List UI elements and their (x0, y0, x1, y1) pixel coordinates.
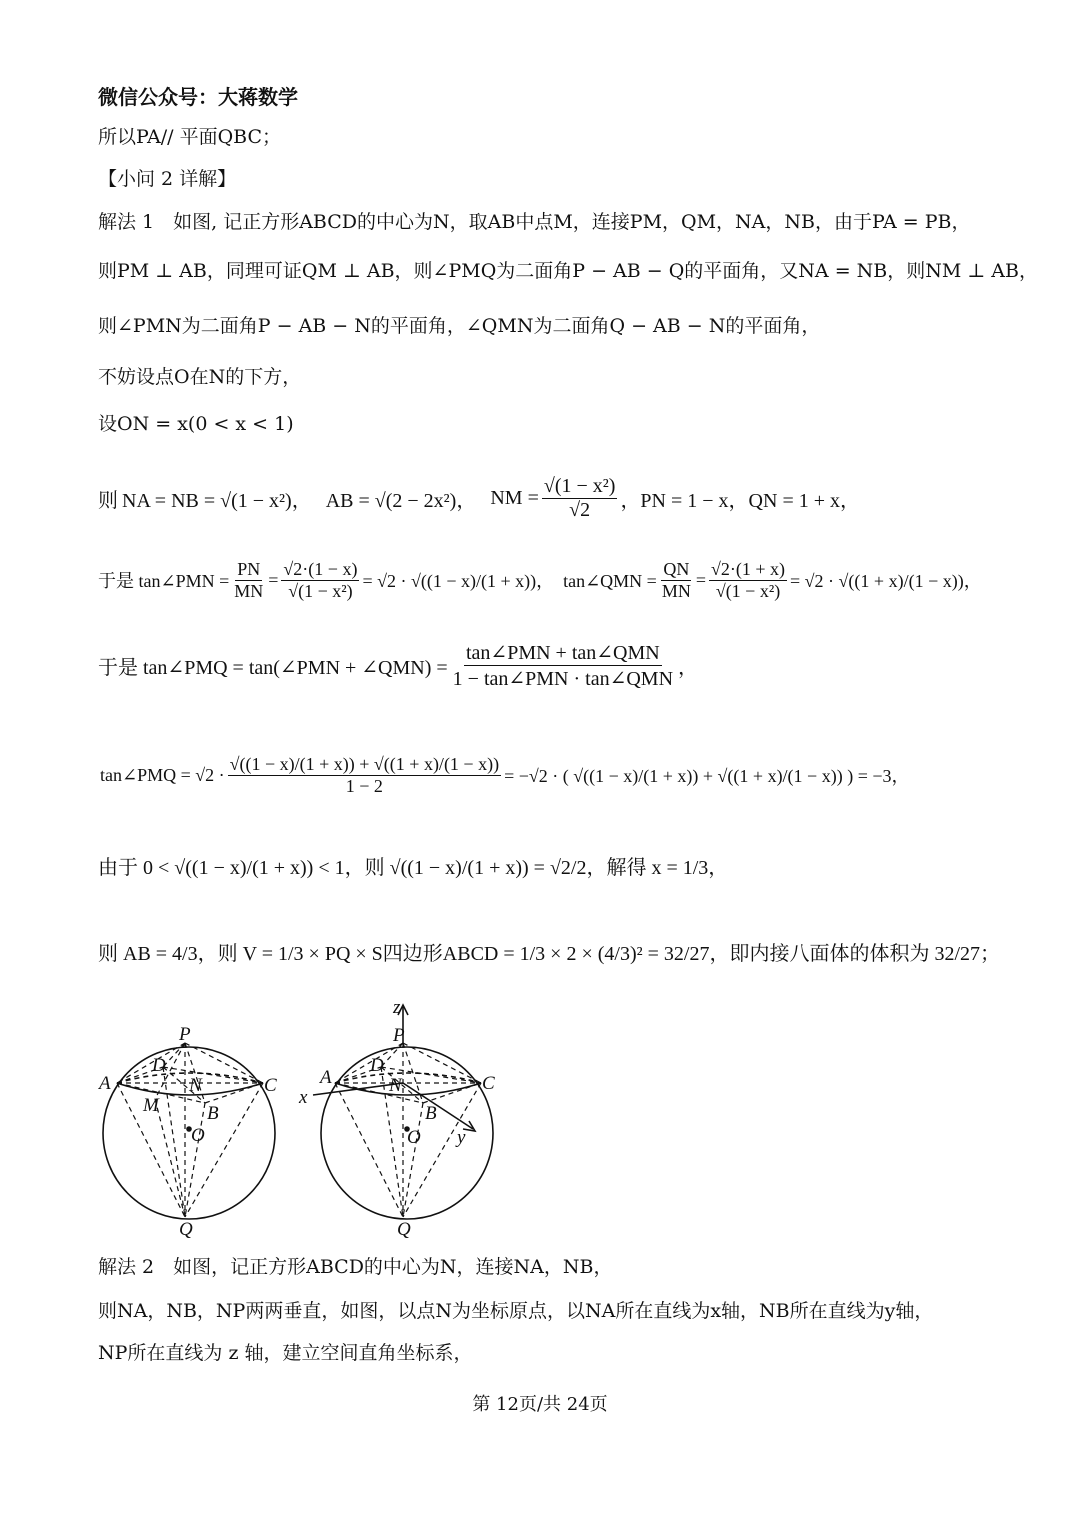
formula-middle: = √2 · √((1 − x)/(1 + x))， tan∠QMN = (362, 571, 657, 591)
text-line-6: 不妨设点O在N的下方， (98, 366, 302, 388)
label-a: A (320, 1067, 332, 1088)
text-method2-3: NP所在直线为 z 轴，建立空间直角坐标系， (98, 1342, 473, 1364)
fraction-sqrt2-1mx (281, 559, 359, 602)
label-a: A (99, 1073, 111, 1094)
fraction-denominator: √(1 − x²) (288, 580, 353, 601)
fraction-numerator: √((1 − x)/(1 + x)) + √((1 + x)/(1 − x)) (229, 753, 500, 774)
label-p: P (179, 1024, 191, 1045)
label-m: M (143, 1095, 159, 1116)
label-n: N (189, 1075, 202, 1096)
formula-ab: AB = √(2 − 2x²)， (325, 489, 477, 512)
fraction-tan-sum (451, 640, 675, 691)
formula-end: = −√2 · ( √((1 − x)/(1 + x)) + √((1 + x)/(1 − x)) ) = −3， (504, 766, 910, 786)
fraction-denominator: MN (234, 580, 264, 601)
fraction-numerator: QN (663, 558, 690, 579)
page-footer: 第 12页/共 24页 (472, 1394, 608, 1415)
text-line-3: 解法 1 如图, 记正方形ABCD的中心为N，取AB中点M，连接PM，QM，NA，NB，由于PA = PB， (98, 211, 971, 233)
fraction-numerator: √(1 − x²) (543, 474, 616, 497)
fraction-denominator: 1 − 2 (345, 775, 383, 796)
label-q: Q (397, 1219, 411, 1240)
formula-pn-qn: ，PN = 1 − x，QN = 1 + x， (620, 489, 861, 512)
fraction-numerator: tan∠PMN + tan∠QMN (466, 641, 660, 664)
left-sphere-diagram (103, 1043, 275, 1219)
label-b: B (425, 1103, 437, 1124)
label-c: C (264, 1075, 277, 1096)
formula-end: = √2 · √((1 + x)/(1 − x))， (790, 571, 982, 591)
fraction-nm (542, 475, 618, 522)
formula-nm-lhs: NM = (490, 486, 539, 509)
text-method2-1: 解法 2 如图，记正方形ABCD的中心为N，连接NA，NB， (98, 1256, 613, 1278)
formula-volume (98, 928, 1000, 974)
label-z: z (393, 997, 401, 1018)
formula-lengths (98, 468, 860, 528)
label-n: N (389, 1075, 402, 1096)
header-title: 微信公众号：大蒋数学 (98, 85, 298, 109)
text-line-5: 则∠PMN为二面角P − AB − N的平面角，∠QMN为二面角Q − AB − N的平面角， (98, 315, 821, 337)
fraction-denominator: 1 − tan∠PMN · tan∠QMN (452, 667, 674, 690)
label-o: O (191, 1125, 205, 1146)
formula-tangents: 于是 tan∠PMN = $\frac{PN}{MN}$ = $\frac{√2\cdot(1 - x)}{\text{√(1 − x²)}}$ = √2 · √((1 − x)/(1 + x))， tan∠QMN = $\frac{QN}{MN}$ = $\frac{√2\cdot(1 + x)}{\text{√(1 − x²)}}$ = √2 · √((1 + x)/(1 − x))， (98, 558, 982, 601)
fraction-numerator: PN (237, 558, 261, 579)
section-heading: 【小问 2 详解】 (98, 168, 237, 190)
fraction-numerator: √2·(1 + x) (711, 558, 786, 579)
label-y: y (457, 1127, 466, 1148)
label-p: P (393, 1025, 405, 1046)
label-q: Q (179, 1219, 193, 1240)
right-equator-back (335, 1073, 481, 1083)
y-axis (403, 1083, 473, 1129)
formula-tan-pmq (100, 740, 910, 810)
formula-text: 则 AB = 4/3，则 V = 1/3 × PQ × S四边形ABCD = 1/3 × 2 × (4/3)² = 32/27，即内接八面体的体积为 32/27； (98, 942, 1001, 965)
formula-prefix: tan∠PMQ = √2 · (100, 764, 225, 785)
formula-solve-x (98, 842, 728, 888)
octahedron-figure (95, 995, 515, 1240)
label-d: D (370, 1055, 384, 1076)
formula-tan-sum (98, 635, 698, 695)
fraction-denominator: √2 (569, 498, 591, 521)
fraction-qn-mn (660, 559, 693, 602)
fraction-big (228, 754, 501, 797)
fraction-denominator: √(1 − x²) (715, 580, 781, 601)
label-o: O (407, 1127, 421, 1148)
label-c: C (482, 1073, 495, 1094)
text-method2-2: 则NA，NB，NP两两垂直，如图，以点N为坐标原点，以NA所在直线为x轴，NB所在直线为y轴， (98, 1300, 934, 1322)
label-d: D (152, 1055, 166, 1076)
fraction-numerator: √2·(1 − x) (283, 558, 358, 579)
text-line-1: 所以PA// 平面QBC； (98, 126, 282, 148)
label-x: x (299, 1087, 308, 1108)
formula-end: ， (678, 656, 699, 679)
formula-text: 由于 0 < √((1 − x)/(1 + x)) < 1，则 √((1 − x)/(1 + x)) = √2/2，解得 x = 1/3， (98, 856, 729, 879)
formula-na-nb: NA = NB = √(1 − x²)， (122, 489, 312, 512)
left-labels (97, 1024, 277, 1240)
label-b: B (207, 1103, 219, 1124)
formula-prefix: 于是 tan∠PMQ = tan(∠PMN + ∠QMN) = (98, 656, 448, 679)
fraction-sqrt2-1px (709, 559, 787, 602)
text-line-4: 则PM ⊥ AB，同理可证QM ⊥ AB，则∠PMQ为二面角P − AB − Q的平面角，又NA = NB，则NM ⊥ AB， (98, 260, 1038, 282)
fraction-denominator: MN (661, 580, 691, 601)
fraction-pn-mn (232, 559, 265, 602)
text-line-7: 设ON = x(0 < x < 1) (98, 413, 294, 435)
formula-prefix: 则 (98, 489, 118, 512)
formula-prefix: 于是 tan∠PMN = (98, 571, 230, 591)
